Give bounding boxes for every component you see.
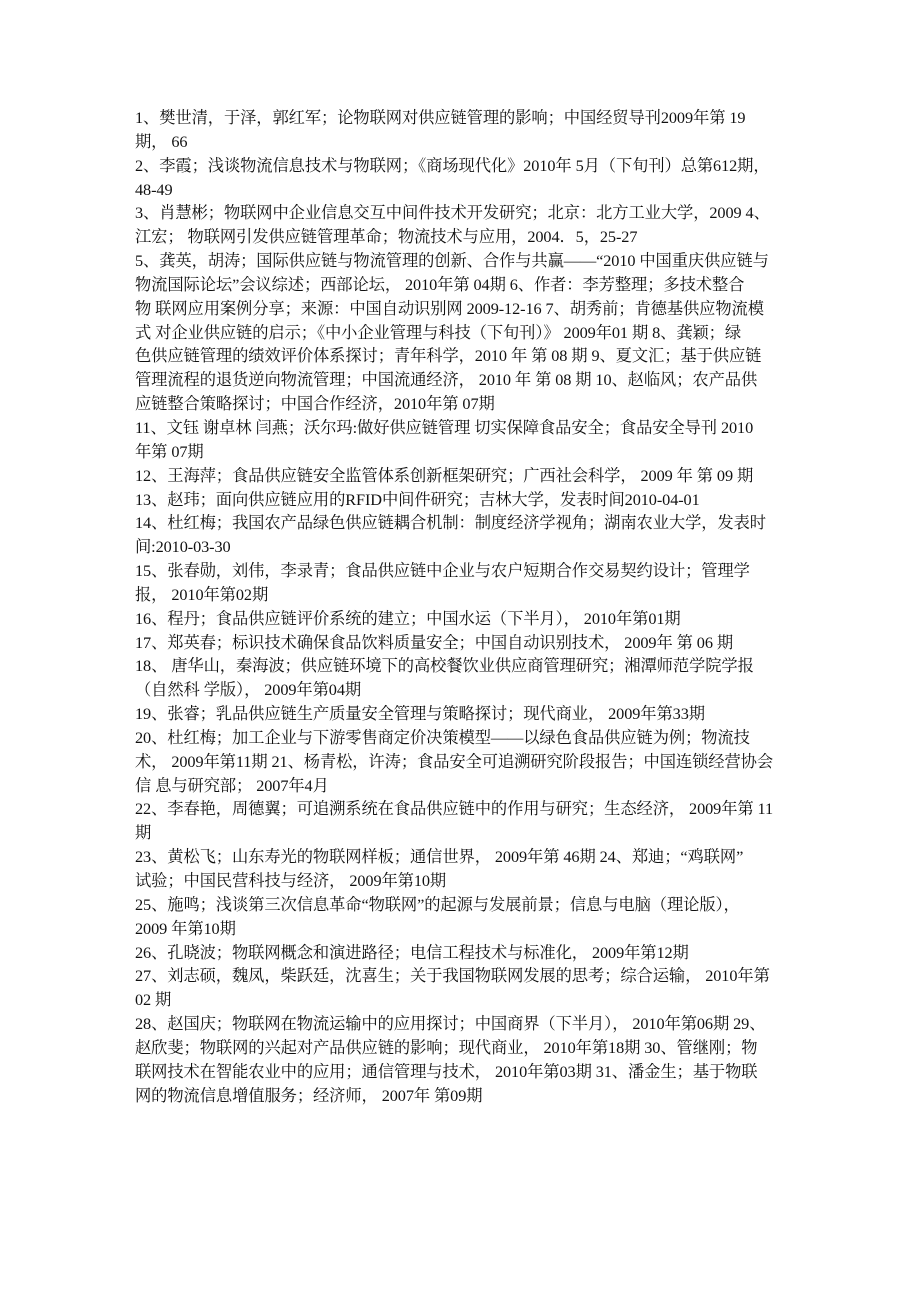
reference-line: 25、施鸣；浅谈第三次信息革命“物联网”的起源与发展前景；信息与电脑（理论版）， bbox=[135, 894, 740, 914]
reference-line: 物流国际论坛”会议综述；西部论坛， 2010年第 04期 6、作者：李芳整理；多技术整合 bbox=[135, 274, 745, 294]
reference-line: 年第 07期 bbox=[135, 441, 204, 461]
reference-line: 信 息与研究部； 2007年4月 bbox=[135, 775, 329, 795]
reference-line: 18、 唐华山，秦海波；供应链环境下的高校餐饮业供应商管理研究；湘潭师范学院学报 bbox=[135, 656, 754, 676]
reference-line: 应链整合策略探讨；中国合作经济，2010年第 07期 bbox=[135, 394, 495, 414]
reference-line: 3、肖慧彬；物联网中企业信息交互中间件技术开发研究；北京：北方工业大学，2009 4、 bbox=[135, 203, 770, 223]
reference-line: 20、杜红梅；加工企业与下游零售商定价决策模型——以绿色食品供应链为例；物流技 bbox=[135, 727, 750, 747]
reference-line: 术， 2009年第11期 21、杨青松，许涛；食品安全可追溯研究阶段报告；中国连锁经营协会 bbox=[135, 751, 774, 771]
reference-line: 16、程丹；食品供应链评价系统的建立；中国水运（下半月）， 2010年第01期 bbox=[135, 608, 681, 628]
reference-line: 2009 年第10期 bbox=[135, 918, 236, 938]
reference-line: 物 联网应用案例分享；来源：中国自动识别网 2009-12-16 7、胡秀前；肯德基供应物流模 bbox=[135, 298, 764, 318]
reference-line: 式 对企业供应链的启示；《中小企业管理与科技（下旬刊）》 2009年01 期 8、龚颖；绿 bbox=[135, 322, 742, 342]
reference-line: 02 期 bbox=[135, 990, 172, 1010]
reference-line: 22、李春艳，周德翼；可追溯系统在食品供应链中的作用与研究；生态经济， 2009年第 11 bbox=[135, 799, 774, 819]
reference-line: 27、刘志硕，魏凤，柴跃廷，沈喜生；关于我国物联网发展的思考；综合运输， 2010年第 bbox=[135, 966, 770, 986]
reference-line: 2、李霞；浅谈物流信息技术与物联网；《商场现代化》2010年 5月（下旬刊）总第612期， bbox=[135, 155, 770, 175]
reference-line: 14、杜红梅；我国农产品绿色供应链耦合机制：制度经济学视角；湖南农业大学，发表时 bbox=[135, 513, 766, 533]
reference-line: 报， 2010年第02期 bbox=[135, 584, 269, 604]
reference-line: 试验；中国民营科技与经济， 2009年第10期 bbox=[135, 871, 447, 890]
reference-line: 江宏； 物联网引发供应链管理革命；物流技术与应用，2004．5，25-27 bbox=[135, 227, 638, 247]
reference-line: 网的物流信息增值服务；经济师， 2007年 第09期 bbox=[135, 1085, 483, 1105]
reference-line: 色供应链管理的绩效评价体系探讨；青年科学，2010 年 第 08 期 9、夏文汇；基于供应链 bbox=[135, 346, 762, 366]
reference-line: 管理流程的退货逆向物流管理；中国流通经济， 2010 年 第 08 期 10、赵临风；农产品供 bbox=[135, 370, 758, 390]
reference-line: 48-49 bbox=[135, 179, 173, 199]
reference-line: 26、孔晓波；物联网概念和演进路径；电信工程技术与标准化， 2009年第12期 bbox=[135, 942, 689, 962]
reference-line: 12、王海萍；食品供应链安全监管体系创新框架研究；广西社会科学， 2009 年 第 09 期 bbox=[135, 465, 754, 485]
reference-line: 23、黄松飞；山东寿光的物联网样板；通信世界， 2009年第 46期 24、郑迪；“鸡联网” bbox=[135, 847, 744, 867]
reference-line: 赵欣斐；物联网的兴起对产品供应链的影响；现代商业， 2010年第18期 30、管继刚；物 bbox=[135, 1037, 758, 1057]
reference-line: 19、张睿；乳品供应链生产质量安全管理与策略探讨；现代商业， 2009年第33期 bbox=[135, 704, 705, 724]
reference-line: 13、赵玮；面向供应链应用的RFID中间件研究；吉林大学，发表时间2010-04-01 bbox=[135, 489, 700, 509]
reference-line: 联网技术在智能农业中的应用；通信管理与技术， 2010年第03期 31、潘金生；基于物联 bbox=[135, 1061, 758, 1081]
reference-line: （自然科 学版）， 2009年第04期 bbox=[135, 680, 362, 700]
reference-line: 期， 66 bbox=[135, 131, 188, 151]
reference-line: 28、赵国庆；物联网在物流运输中的应用探讨；中国商界（下半月）， 2010年第06期 29、 bbox=[135, 1014, 766, 1034]
reference-line: 1、樊世清，于泽，郭红军；论物联网对供应链管理的影响；中国经贸导刊2009年第 19 bbox=[135, 108, 746, 127]
reference-line: 间:2010-03-30 bbox=[135, 537, 231, 557]
reference-line: 17、郑英春；标识技术确保食品饮料质量安全；中国自动识别技术， 2009年 第 06 期 bbox=[135, 632, 734, 652]
reference-line: 期 bbox=[135, 823, 152, 843]
reference-list bbox=[135, 106, 800, 1107]
reference-line: 5、龚英，胡涛；国际供应链与物流管理的创新、合作与共赢——“2010 中国重庆供应链与 bbox=[135, 251, 769, 271]
reference-line: 11、文钰 谢卓林 闫燕；沃尔玛:做好供应链管理 切实保障食品安全；食品安全导刊 2010 bbox=[135, 417, 754, 437]
reference-line: 15、张春勋，刘伟，李录青；食品供应链中企业与农户短期合作交易契约设计；管理学 bbox=[135, 561, 750, 581]
